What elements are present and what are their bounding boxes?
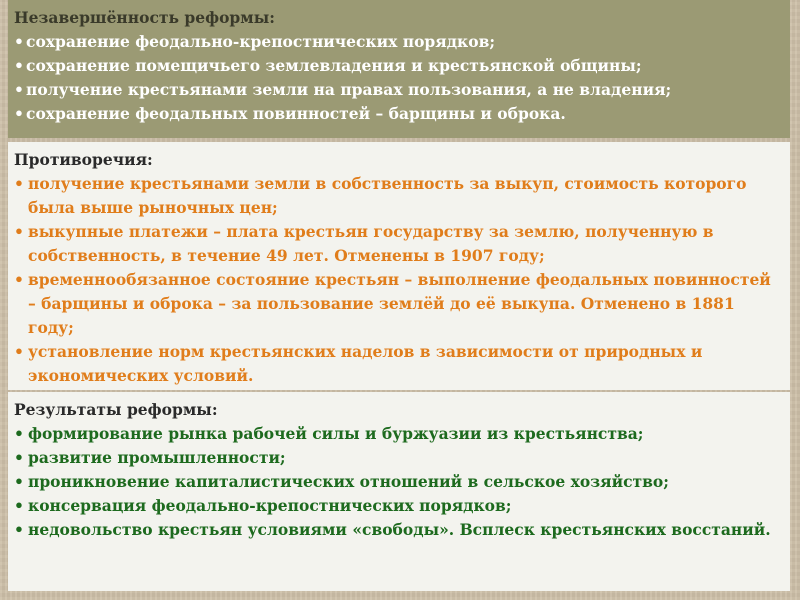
panel-contradictions <box>8 142 790 390</box>
list-item: • недовольство крестьян условиями «свободы». Всплеск крестьянских восстаний. <box>14 518 778 542</box>
bullet-icon: • <box>14 56 24 75</box>
bullet-list <box>14 422 778 542</box>
list-item: • сохранение феодальных повинностей – барщины и оброка. <box>14 102 778 126</box>
bullet-icon: • <box>14 104 24 123</box>
panel-heading: Противоречия: <box>14 150 153 169</box>
bullet-icon: • <box>14 342 24 361</box>
bullet-icon: • <box>14 222 24 241</box>
bullet-icon: • <box>14 174 24 193</box>
panel-heading: Результаты реформы: <box>14 400 218 419</box>
list-item: • получение крестьянами земли в собственность за выкуп, стоимость которого была выше рыночных цен; <box>14 174 747 217</box>
list-item: • консервация феодально-крепостнических порядков; <box>14 494 778 518</box>
list-item: • проникновение капиталистических отношений в сельское хозяйство; <box>14 470 778 494</box>
list-item: • развитие промышленности; <box>14 446 778 470</box>
list-item: • выкупные платежи – плата крестьян государству за землю, полученную в собственность, в течение 49 лет. Отменены в 1907 году; <box>14 222 714 265</box>
list-item: • сохранение феодально-крепостнических порядков; <box>14 30 778 54</box>
list-item: • временнообязанное состояние крестьян – выполнение феодальных повинностей – барщины и оброка – за пользование землёй до её выкупа. Отменено в 1881 году; <box>14 270 771 337</box>
list-item: • сохранение помещичьего землевладения и крестьянской общины; <box>14 54 778 78</box>
bullet-icon: • <box>14 80 24 99</box>
list-item: • установление норм крестьянских наделов в зависимости от природных и экономических условий. <box>14 342 703 385</box>
bullet-icon: • <box>14 270 24 289</box>
bullet-icon: • <box>14 424 24 443</box>
bullet-icon: • <box>14 32 24 51</box>
bullet-icon: • <box>14 472 24 491</box>
panel-results <box>8 392 790 591</box>
list-item: • получение крестьянами земли на правах пользования, а не владения; <box>14 78 778 102</box>
bullet-list <box>14 30 778 126</box>
list-item: • формирование рынка рабочей силы и буржуазии из крестьянства; <box>14 422 778 446</box>
panel-incompleteness <box>8 0 790 138</box>
bullet-icon: • <box>14 448 24 467</box>
bullet-icon: • <box>14 496 24 515</box>
bullet-icon: • <box>14 520 24 539</box>
bullet-list <box>14 172 778 388</box>
panel-heading: Незавершённость реформы: <box>14 8 275 27</box>
